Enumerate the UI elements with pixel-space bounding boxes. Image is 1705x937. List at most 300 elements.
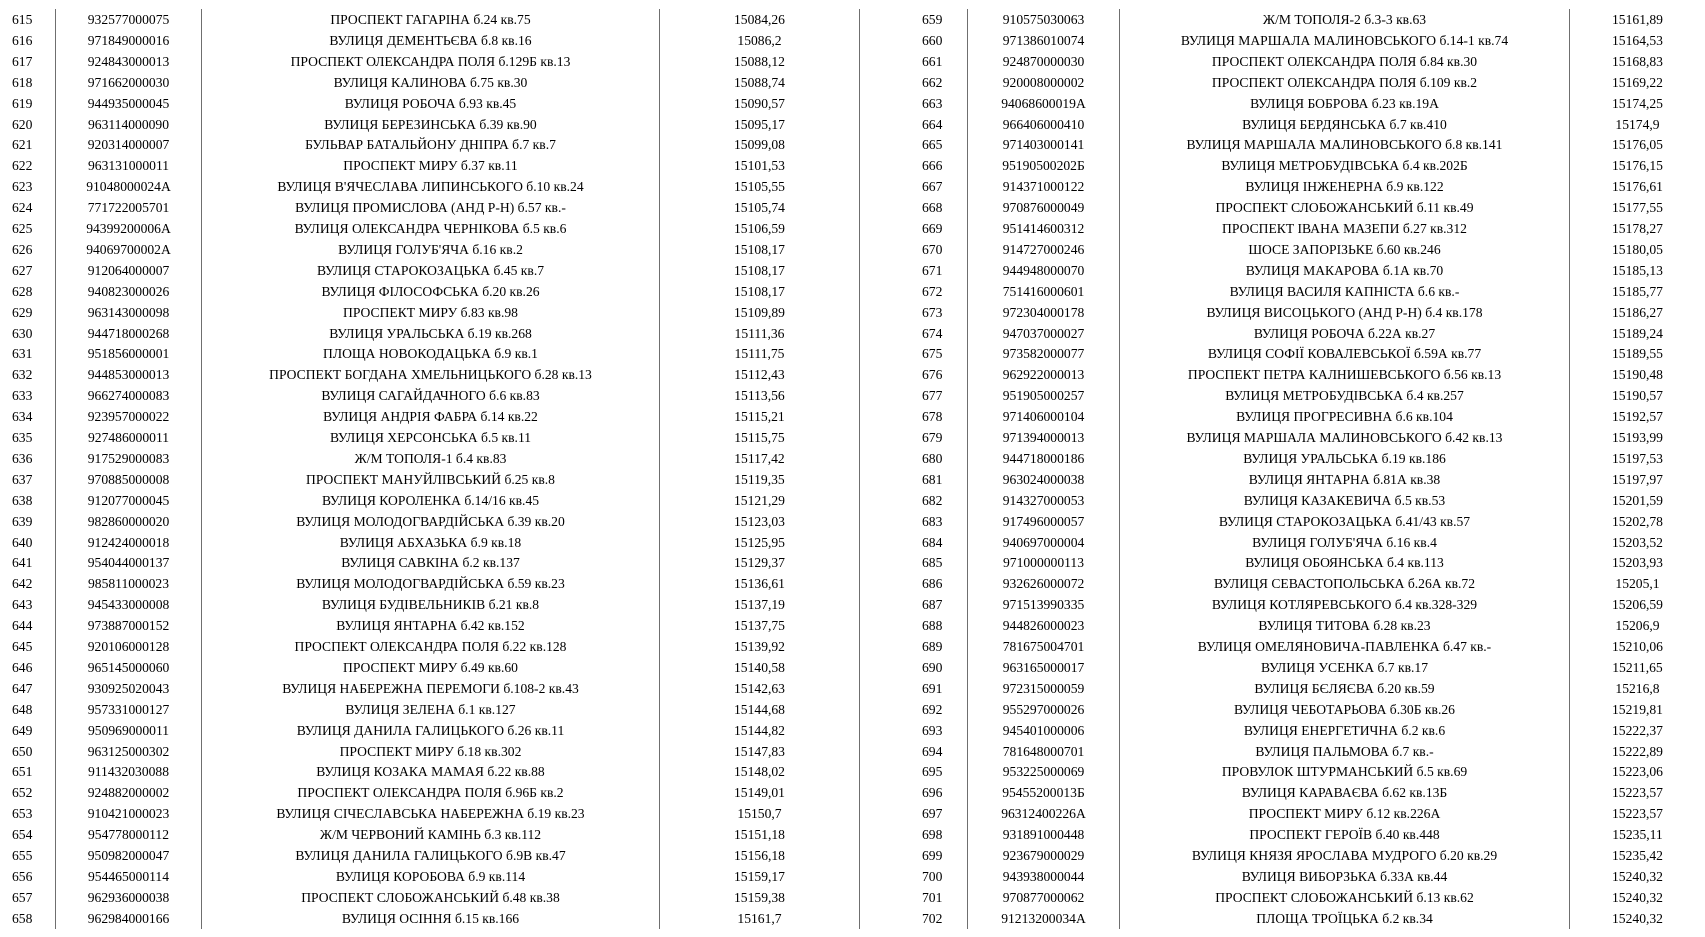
account-number-cell: 912424000018 [87,534,170,550]
account-number-cell: 920314000007 [87,137,170,153]
row-number-cell: 665 [922,137,943,153]
account-number-cell: 971406000104 [1002,409,1085,425]
table-row [0,803,860,824]
table-row [0,887,860,908]
row-number-cell: 617 [12,53,33,69]
row-number-cell: 640 [12,534,33,550]
account-number-cell: 971513990335 [1002,597,1085,613]
address-cell: ПРОСПЕКТ МИРУ б.83 кв.98 [343,304,518,320]
account-number-cell: 931891000448 [1002,827,1085,843]
row-number-cell: 700 [922,868,943,884]
table-row [895,427,1705,448]
address-cell: ПЛОЩА ТРОЇЦЬКА б.2 кв.34 [1256,910,1433,926]
row-number-cell: 663 [922,95,943,111]
table-row [0,427,860,448]
debt-table-left [0,9,860,929]
row-number-cell: 671 [922,262,943,278]
table-row [0,845,860,866]
address-cell: ВУЛИЦЯ ЕНЕРГЕТИЧНА б.2 кв.6 [1243,722,1446,738]
table-row [0,824,860,845]
address-cell: ВУЛИЦЯ ТИТОВА б.28 кв.23 [1258,618,1431,634]
amount-cell: 15164,53 [1612,32,1663,48]
account-number-cell: 914327000053 [1002,492,1085,508]
document-page [0,9,1705,929]
account-number-cell: 963024000038 [1002,471,1085,487]
row-number-cell: 694 [922,743,943,759]
row-number-cell: 655 [12,848,33,863]
table-row [895,364,1705,385]
amount-cell: 15150,7 [737,806,782,822]
account-number-cell: 971403000141 [1002,137,1085,153]
row-number-cell: 672 [922,283,943,299]
address-cell: ВУЛИЦЯ БЕРЕЗИНСЬКА б.39 кв.90 [324,116,537,132]
account-number-cell: 973582000077 [1002,346,1085,362]
amount-cell: 15125,95 [734,534,785,550]
table-row [895,532,1705,553]
account-number-cell: 963143000098 [87,304,170,320]
amount-cell: 15088,12 [734,53,785,69]
account-number-cell: 950982000047 [87,848,170,863]
table-row [895,511,1705,532]
row-number-cell: 625 [12,221,33,236]
account-number-cell: 917496000057 [1002,513,1085,529]
amount-cell: 15201,59 [1612,492,1663,508]
table-row [0,239,860,260]
table-row [895,218,1705,239]
account-number-cell: 954044000137 [87,555,170,571]
row-number-cell: 636 [12,450,33,466]
table-row [895,699,1705,720]
address-cell: ПРОСПЕКТ СЛОБОЖАНСЬКИЙ б.11 кв.49 [1215,200,1474,216]
address-cell: ПРОСПЕКТ МИРУ б.49 кв.60 [343,659,518,675]
row-number-cell: 623 [12,179,33,195]
amount-cell: 15222,89 [1612,743,1663,759]
address-cell: ВУЛИЦЯ УРАЛЬСЬКА б.19 кв.268 [329,325,532,341]
row-number-cell: 664 [922,116,943,132]
amount-cell: 15176,05 [1612,137,1663,153]
account-number-cell: 781675004701 [1002,639,1085,654]
account-number-cell: 954465000114 [87,868,170,884]
amount-cell: 15137,75 [734,618,785,634]
account-number-cell: 923679000029 [1002,848,1085,863]
account-number-cell: 940823000026 [87,283,170,299]
amount-cell: 15216,8 [1615,680,1660,696]
row-number-cell: 688 [922,618,943,634]
row-number-cell: 644 [12,618,33,634]
amount-cell: 15159,17 [734,868,785,884]
row-number-cell: 667 [922,179,943,195]
address-cell: ВУЛИЦЯ МЕТРОБУДІВСЬКА б.4 кв.257 [1225,388,1464,404]
row-number-cell: 616 [12,32,33,48]
table-row [895,552,1705,573]
account-number-cell: 944718000186 [1002,450,1085,466]
table-row [0,866,860,887]
amount-cell: 15144,68 [734,701,785,717]
amount-cell: 15099,08 [734,137,785,153]
address-cell: ВУЛИЦЯ ЧЕБОТАРЬОВА б.30Б кв.26 [1234,701,1455,717]
amount-cell: 15139,92 [734,639,785,654]
row-number-cell: 662 [922,74,943,90]
account-number-cell: 91213200034А [1001,910,1086,926]
address-cell: ВУЛИЦЯ ПАЛЬМОВА б.7 кв.- [1255,743,1434,759]
address-cell: ПРОСПЕКТ ГЕРОЇВ б.40 кв.448 [1249,827,1440,843]
address-cell: ВУЛИЦЯ СЕВАСТОПОЛЬСЬКА б.26А кв.72 [1213,576,1476,592]
address-cell: ВУЛИЦЯ КАЛИНОВА б.75 кв.30 [333,74,528,90]
account-number-cell: 910575030063 [1002,12,1085,27]
row-number-cell: 670 [922,241,943,257]
table-row [0,490,860,511]
address-cell: ПРОСПЕКТ ОЛЕКСАНДРА ПОЛЯ б.129Б кв.13 [290,53,571,69]
row-number-cell: 678 [922,409,943,425]
table-row [0,615,860,636]
amount-cell: 15210,06 [1612,639,1663,654]
amount-cell: 15161,89 [1612,12,1663,27]
amount-cell: 15197,97 [1612,471,1663,487]
account-number-cell: 954778000112 [87,827,170,843]
amount-cell: 15121,29 [734,492,785,508]
account-number-cell: 920106000128 [87,639,170,654]
row-number-cell: 691 [922,680,943,696]
table-row [0,782,860,803]
account-number-cell: 963114000090 [87,116,170,132]
amount-cell: 15086,2 [737,32,782,48]
table-row [895,490,1705,511]
row-number-cell: 651 [12,764,33,780]
row-number-cell: 659 [922,12,943,27]
address-cell: ВУЛИЦЯ ІНЖЕНЕРНА б.9 кв.122 [1245,179,1444,195]
table-row [0,343,860,364]
table-row [0,72,860,93]
account-number-cell: 972315000059 [1002,680,1085,696]
table-row [895,782,1705,803]
account-number-cell: 962936000038 [87,889,170,905]
table-row [895,594,1705,615]
row-number-cell: 653 [12,806,33,822]
table-row [0,176,860,197]
row-number-cell: 673 [922,304,943,320]
account-number-cell: 970885000008 [87,471,170,487]
table-row [895,866,1705,887]
table-row [0,573,860,594]
account-number-cell: 94069700002А [86,241,171,257]
table-row [0,699,860,720]
row-number-cell: 675 [922,346,943,362]
table-row [0,155,860,176]
amount-cell: 15115,75 [734,430,785,445]
address-cell: ПРОСПЕКТ МАНУЙЛІВСЬКИЙ б.25 кв.8 [306,471,555,487]
row-number-cell: 646 [12,659,33,675]
row-number-cell: 631 [12,346,33,362]
amount-cell: 15176,15 [1612,158,1663,174]
table-row [895,678,1705,699]
amount-cell: 15123,03 [734,513,785,529]
account-number-cell: 927486000011 [87,430,170,445]
account-number-cell: 945401000006 [1002,722,1085,738]
row-number-cell: 657 [12,889,33,905]
row-number-cell: 632 [12,367,33,383]
row-number-cell: 689 [922,639,943,654]
address-cell: ВУЛИЦЯ РОБОЧА б.93 кв.45 [344,95,517,111]
row-number-cell: 628 [12,283,33,299]
address-cell: ВУЛИЦЯ ОЛЕКСАНДРА ЧЕРНІКОВА б.5 кв.6 [294,221,567,236]
address-cell: ШОСЕ ЗАПОРІЗЬКЕ б.60 кв.246 [1248,241,1441,257]
table-row [895,30,1705,51]
amount-cell: 15223,57 [1612,785,1663,801]
row-number-cell: 619 [12,95,33,111]
row-number-cell: 635 [12,430,33,445]
account-number-cell: 971394000013 [1002,430,1085,445]
table-row [895,93,1705,114]
account-number-cell: 910421000023 [87,806,170,822]
row-number-cell: 699 [922,848,943,863]
address-cell: ВУЛИЦЯ ПРОМИСЛОВА (АНД Р-Н) б.57 кв.- [295,200,566,216]
account-number-cell: 963125000302 [87,743,170,759]
table-row [895,281,1705,302]
amount-cell: 15219,81 [1612,701,1663,717]
row-number-cell: 652 [12,785,33,801]
amount-cell: 15147,83 [734,743,785,759]
table-row [0,552,860,573]
address-cell: ВУЛИЦЯ СОФІЇ КОВАЛЕВСЬКОЇ б.59А кв.77 [1207,346,1482,362]
amount-cell: 15112,43 [734,367,785,383]
row-number-cell: 620 [12,116,33,132]
account-number-cell: 955297000026 [1002,701,1085,717]
account-number-cell: 951414600312 [1002,221,1085,236]
address-cell: ПРОСПЕКТ БОГДАНА ХМЕЛЬНИЦЬКОГО б.28 кв.13 [269,367,592,383]
amount-cell: 15206,9 [1615,618,1660,634]
amount-cell: 15206,59 [1612,597,1663,613]
table-row [895,720,1705,741]
address-cell: Ж/М ЧЕРВОНИЙ КАМІНЬ б.3 кв.112 [319,827,542,843]
table-row [895,636,1705,657]
table-row [895,908,1705,929]
address-cell: ВУЛИЦЯ ДАНИЛА ГАЛИЦЬКОГО б.26 кв.11 [296,722,565,738]
row-number-cell: 626 [12,241,33,257]
account-number-cell: 912077000045 [87,492,170,508]
amount-cell: 15156,18 [734,848,785,863]
table-row [0,134,860,155]
table-row [0,197,860,218]
table-row [0,406,860,427]
table-row [0,364,860,385]
row-number-cell: 648 [12,701,33,717]
address-cell: ВУЛИЦЯ БОБРОВА б.23 кв.19А [1250,95,1439,111]
account-number-cell: 945433000008 [87,597,170,613]
account-number-cell: 965145000060 [87,659,170,675]
amount-cell: 15190,57 [1612,388,1663,404]
table-row [895,803,1705,824]
account-number-cell: 914727000246 [1002,241,1085,257]
row-number-cell: 666 [922,158,943,174]
row-number-cell: 687 [922,597,943,613]
account-number-cell: 771722005701 [87,200,170,216]
amount-cell: 15189,24 [1612,325,1663,341]
account-number-cell: 943938000044 [1002,868,1085,884]
table-row [0,741,860,762]
row-number-cell: 686 [922,576,943,592]
address-cell: ВУЛИЦЯ НАБЕРЕЖНА ПЕРЕМОГИ б.108-2 кв.43 [282,680,579,696]
address-cell: ВУЛИЦЯ СІЧЕСЛАВСЬКА НАБЕРЕЖНА б.19 кв.23 [276,806,585,822]
account-number-cell: 953225000069 [1002,764,1085,780]
table-row [895,72,1705,93]
table-row [895,448,1705,469]
account-number-cell: 944853000013 [87,367,170,383]
amount-cell: 15108,17 [734,283,785,299]
table-row [895,9,1705,30]
table-row [895,657,1705,678]
address-cell: ВУЛИЦЯ ХЕРСОНСЬКА б.5 кв.11 [329,430,532,445]
amount-cell: 15144,82 [734,722,785,738]
account-number-cell: 944826000023 [1002,618,1085,634]
address-cell: ПРОВУЛОК ШТУРМАНСЬКИЙ б.5 кв.69 [1221,764,1468,780]
address-cell: ПРОСПЕКТ ІВАНА МАЗЕПИ б.27 кв.312 [1222,221,1467,236]
account-number-cell: 924843000013 [87,53,170,69]
address-cell: ВУЛИЦЯ МАРШАЛА МАЛИНОВСЬКОГО б.8 кв.141 [1186,137,1503,153]
account-number-cell: 911432030088 [87,764,170,780]
address-cell: ВУЛИЦЯ В'ЯЧЕСЛАВА ЛИПИНСЬКОГО б.10 кв.24 [277,179,584,195]
account-number-cell: 957331000127 [87,701,170,717]
address-cell: ПРОСПЕКТ МИРУ б.18 кв.302 [339,743,522,759]
address-cell: ПРОСПЕКТ ОЛЕКСАНДРА ПОЛЯ б.96Б кв.2 [297,785,564,801]
table-row [0,678,860,699]
row-number-cell: 682 [922,492,943,508]
account-number-cell: 950969000011 [87,722,170,738]
table-row [0,720,860,741]
account-number-cell: 951905000257 [1002,388,1085,404]
address-cell: ПРОСПЕКТ МИРУ б.37 кв.11 [343,158,518,174]
address-cell: ВУЛИЦЯ КАЗАКЕВИЧА б.5 кв.53 [1243,492,1446,508]
amount-cell: 15108,17 [734,241,785,257]
account-number-cell: 95190500202Б [1002,158,1085,174]
amount-cell: 15111,36 [734,325,785,341]
table-row [895,615,1705,636]
amount-cell: 15169,22 [1612,74,1663,90]
address-cell: ВУЛИЦЯ ГОЛУБ'ЯЧА б.16 кв.4 [1252,534,1437,550]
row-number-cell: 639 [12,513,33,529]
account-number-cell: 781648000701 [1002,743,1085,759]
row-number-cell: 680 [922,450,943,466]
row-number-cell: 621 [12,137,33,153]
address-cell: ВУЛИЦЯ ОМЕЛЯНОВИЧА-ПАВЛЕНКА б.47 кв.- [1197,639,1492,654]
row-number-cell: 634 [12,409,33,425]
row-number-cell: 633 [12,388,33,404]
account-number-cell: 96312400226А [1001,806,1086,822]
amount-cell: 15203,52 [1612,534,1663,550]
address-cell: ВУЛИЦЯ ВИСОЦЬКОГО (АНД Р-Н) б.4 кв.178 [1206,304,1483,320]
table-row [0,761,860,782]
row-number-cell: 661 [922,53,943,69]
table-row [0,511,860,532]
row-number-cell: 643 [12,597,33,613]
address-cell: Ж/М ТОПОЛЯ-1 б.4 кв.83 [354,450,507,466]
table-row [895,406,1705,427]
account-number-cell: 95455200013Б [1002,785,1085,801]
row-number-cell: 638 [12,492,33,508]
amount-cell: 15203,93 [1612,555,1663,571]
amount-cell: 15222,37 [1612,722,1663,738]
address-cell: ПРОСПЕКТ СЛОБОЖАНСЬКИЙ б.13 кв.62 [1215,889,1474,905]
address-cell: ВУЛИЦЯ КАРАВАЄВА б.62 кв.13Б [1241,785,1448,801]
account-number-cell: 932577000075 [87,12,170,27]
address-cell: ВУЛИЦЯ УРАЛЬСЬКА б.19 кв.186 [1243,450,1446,466]
table-row [0,323,860,344]
address-cell: ВУЛИЦЯ МЕТРОБУДІВСЬКА б.4 кв.202Б [1221,158,1468,174]
address-cell: ВУЛИЦЯ ВИБОРЗЬКА б.33А кв.44 [1241,868,1448,884]
account-number-cell: 947037000027 [1002,325,1085,341]
account-number-cell: 963165000017 [1002,659,1085,675]
address-cell: ВУЛИЦЯ ЗЕЛЕНА б.1 кв.127 [345,701,516,717]
row-number-cell: 650 [12,743,33,759]
table-row [0,908,860,929]
amount-cell: 15159,38 [734,889,785,905]
address-cell: ВУЛИЦЯ МОЛОДОГВАРДІЙСЬКА б.39 кв.20 [296,513,565,529]
row-number-cell: 683 [922,513,943,529]
row-number-cell: 618 [12,74,33,90]
address-cell: ВУЛИЦЯ КНЯЗЯ ЯРОСЛАВА МУДРОГО б.20 кв.29 [1191,848,1498,863]
row-number-cell: 647 [12,680,33,696]
amount-cell: 15148,02 [734,764,785,780]
table-row [0,51,860,72]
address-cell: ВУЛИЦЯ ФІЛОСОФСЬКА б.20 кв.26 [321,283,540,299]
account-number-cell: 917529000083 [87,450,170,466]
amount-cell: 15174,9 [1615,116,1660,132]
row-number-cell: 645 [12,639,33,654]
table-row [0,532,860,553]
row-number-cell: 674 [922,325,943,341]
address-cell: ВУЛИЦЯ БЕРДЯНСЬКА б.7 кв.410 [1242,116,1447,132]
row-number-cell: 629 [12,304,33,320]
address-cell: ВУЛИЦЯ МАКАРОВА б.1А кв.70 [1245,262,1444,278]
address-cell: ВУЛИЦЯ КОРОЛЕНКА б.14/16 кв.45 [321,492,540,508]
amount-cell: 15161,7 [737,910,782,926]
row-number-cell: 701 [922,889,943,905]
address-cell: ПЛОЩА НОВОКОДАЦЬКА б.9 кв.1 [323,346,538,362]
row-number-cell: 624 [12,200,33,216]
amount-cell: 15142,63 [734,680,785,696]
table-row [0,93,860,114]
amount-cell: 15115,21 [734,409,785,425]
account-number-cell: 751416000601 [1002,283,1085,299]
amount-cell: 15193,99 [1612,430,1663,445]
table-row [0,281,860,302]
row-number-cell: 697 [922,806,943,822]
account-number-cell: 940697000004 [1002,534,1085,550]
row-number-cell: 649 [12,722,33,738]
row-number-cell: 695 [922,764,943,780]
address-cell: ВУЛИЦЯ САВКІНА б.2 кв.137 [341,555,520,571]
amount-cell: 15129,37 [734,555,785,571]
account-number-cell: 914371000122 [1002,179,1085,195]
account-number-cell: 982860000020 [87,513,170,529]
account-number-cell: 971849000016 [87,32,170,48]
address-cell: ПРОСПЕКТ ГАГАРІНА б.24 кв.75 [330,12,531,27]
table-row [0,260,860,281]
row-number-cell: 658 [12,910,33,926]
address-cell: ПРОСПЕКТ МИРУ б.12 кв.226А [1248,806,1441,822]
amount-cell: 15185,77 [1612,283,1663,299]
table-row [895,741,1705,762]
amount-cell: 15090,57 [734,95,785,111]
account-number-cell: 962984000166 [87,910,170,926]
row-number-cell: 698 [922,827,943,843]
table-row [895,761,1705,782]
table-row [0,594,860,615]
table-row [895,134,1705,155]
account-number-cell: 966406000410 [1002,116,1085,132]
amount-cell: 15111,75 [734,346,785,362]
amount-cell: 15137,19 [734,597,785,613]
address-cell: ВУЛИЦЯ ОБОЯНСЬКА б.4 кв.113 [1245,555,1444,571]
